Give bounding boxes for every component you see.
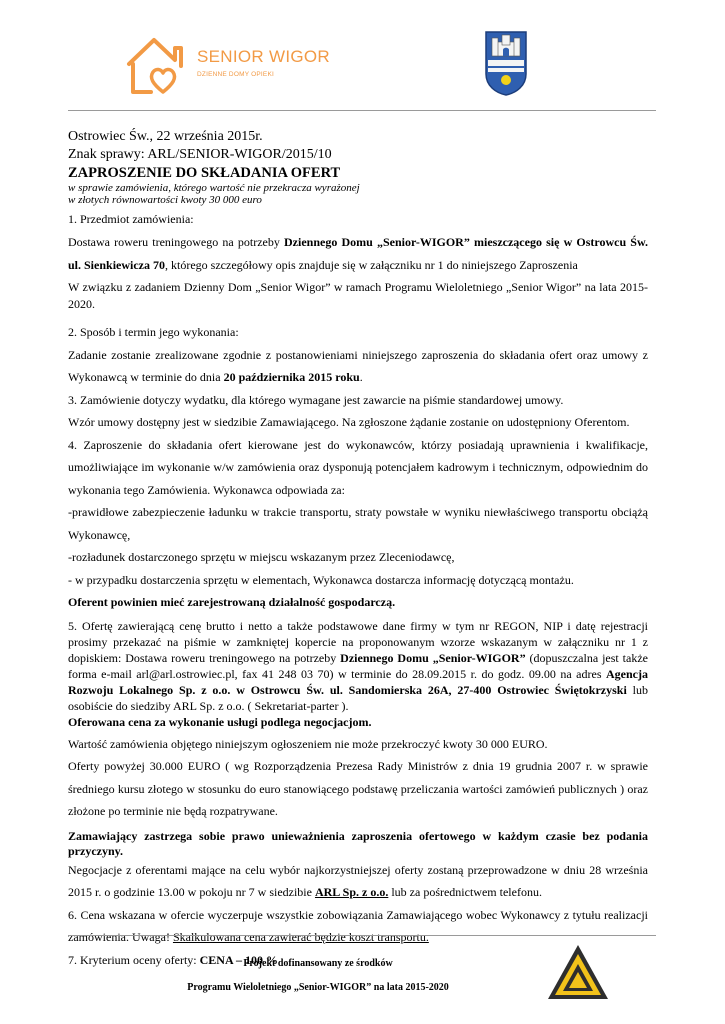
negotiation-paragraph: Negocjacje z oferentami mające na celu wybór najkorzystniejszej oferty zostaną przeprowadzone w dniu 28 września 2015 r. o godzinie 13.00 w pokoju nr 7 w siedzibie ARL Sp. z o.o. lub za pośrednictwem telefonu. — [68, 862, 648, 899]
section-2-paragraph: Zadanie zostanie zrealizowane zgodnie z postanowieniami niniejszego zaproszenia do składania ofert oraz umowy z Wykonawcą w terminie do dnia 20 października 2015 roku. — [68, 347, 648, 384]
value-paragraph-2: Oferty powyżej 30.000 EURO ( wg Rozporządzenia Prezesa Rady Ministrów z dnia 19 grudnia 2007 r. w sprawie średniego kursu złotego w stosunku do euro stanowiącego podstawę przeliczania wartości zamówień publicznych ) oraz złożone po terminie nie będą rozpatrywane. — [68, 759, 648, 818]
logo-subtitle: DZIENNE DOMY OPIEKI — [197, 71, 274, 78]
footer-line-2: Programu Wieloletniego „Senior-WIGOR” na lata 2015-2020 — [187, 982, 449, 993]
section-4-bullet-3: - w przypadku dostarczenia sprzętu w elementach, Wykonawca dostarcza informację dotyczącą montażu. — [68, 572, 574, 587]
section-4-bullet-1: -prawidłowe zabezpieczenie ładunku w trakcie transportu, straty powstałe w wyniku niewłaściwego transportu obciążą Wykonawcę, — [68, 505, 648, 542]
value-paragraph-1: Wartość zamówienia objętego niniejszym ogłoszeniem nie może przekroczyć kwoty 30 000 EURO. — [68, 736, 548, 751]
logo-title: SENIOR WIGOR — [197, 47, 330, 66]
header-divider — [68, 110, 656, 111]
section-5-paragraph: 5. Ofertę zawierającą cenę brutto i netto a także podstawowe dane firmy w tym nr REGON, NIP i datę rejestracji prosimy przekazać na piśmie w zamkniętej kopercie na proponowanym wzorze wskazanym w załączniku nr 1 z dopiskiem: Dostawa roweru treningowego na potrzeby Dziennego Domu „Senior-WIGOR” (dopuszczalna jest także forma e-mail arl@arl.ostrowiec.pl, fax 41 248 03 70) w terminie do 28.09.2015 r. do godz. 09.00 na adres Agencja Rozwoju Lokalnego Sp. z o.o. w Ostrowcu Św. ul. Sandomierska 26A, 27-400 Ostrowiec Świętokrzyski lub osobiście do siedziby ARL Sp. z o.o. ( Sekretariat-parter ). — [68, 618, 648, 713]
section-1-paragraph-2: W związku z zadaniem Dzienny Dom „Senior Wigor” w ramach Programu Wieloletniego „Senior Wigor” na lata 2015-2020. — [68, 280, 648, 311]
footer — [68, 952, 568, 1000]
section-4-requirement: Oferent powinien mieć zarejestrowaną działalność gospodarczą. — [68, 595, 396, 609]
document-subtitle-1: w sprawie zamówienia, którego wartość nie przekracza wyrażonej — [68, 182, 360, 194]
section-4-paragraph: 4. Zaproszenie do składania ofert kierowane jest do wykonawców, którzy posiadają uprawnienia i kwalifikacje, umożliwiające im wykonanie w/w zamówienia oraz dysponują potencjałem kadrowym i technicznym, odpowiednim do wykonania tego Zamówienia. Wykonawca odpowiada za: — [68, 437, 648, 497]
section-5-negotiation-note: Oferowana cena za wykonanie usługi podlega negocjacjom. — [68, 714, 372, 729]
section-2-heading: 2. Sposób i termin jego wykonania: — [68, 325, 239, 339]
section-6-paragraph: 6. Cena wskazana w ofercie wyczerpuje wszystkie zobowiązania Zamawiającego wobec Wykonawcy z tytułu realizacji zamówienia. Uwaga! Skalkulowana cena zawierać będzie koszt transportu. — [68, 907, 648, 944]
section-1-paragraph-1: Dostawa roweru treningowego na potrzeby Dziennego Domu „Senior-WIGOR” mieszczącego się w Ostrowcu Św. ul. Sienkiewicza 70, którego szczegółowy opis znajduje się w załączniku nr 1 do niniejszego Zaproszenia — [68, 235, 648, 272]
senior-wigor-logo — [123, 34, 343, 98]
house-heart-icon — [123, 34, 187, 98]
date-line: Ostrowiec Św., 22 września 2015r. — [68, 129, 263, 144]
footer-divider — [68, 935, 656, 936]
case-number: Znak sprawy: ARL/SENIOR-WIGOR/2015/10 — [68, 147, 332, 162]
section-4-bullet-2: -rozładunek dostarczonego sprzętu w miejscu wskazanym przez Zleceniodawcę, — [68, 550, 455, 564]
document-body — [68, 128, 648, 971]
program-emblem-icon — [546, 942, 610, 1002]
reservation-clause: Zamawiający zastrzega sobie prawo unieważnienia zaproszenia ofertowego w każdym czasie bez podania przyczyny. — [68, 828, 648, 858]
document-title: ZAPROSZENIE DO SKŁADANIA OFERT — [68, 165, 341, 181]
city-crest-icon — [484, 30, 528, 96]
section-3-paragraph-2: Wzór umowy dostępny jest w siedzibie Zamawiającego. Na zgłoszone żądanie zostanie on udostępniony Oferentom. — [68, 415, 630, 429]
section-7-criterion: 7. Kryterium oceny oferty: CENA – 100 % — [68, 952, 278, 967]
footer-line-1: Projekt dofinansowany ze środków — [243, 958, 393, 969]
document-subtitle-2: w złotych równowartości kwoty 30 000 euro — [68, 194, 262, 206]
spacer — [68, 313, 648, 321]
section-1-heading: 1. Przedmiot zamówienia: — [68, 212, 194, 226]
section-3-paragraph-1: 3. Zamówienie dotyczy wydatku, dla którego wymagane jest zawarcie na piśmie standardowej umowy. — [68, 392, 564, 407]
